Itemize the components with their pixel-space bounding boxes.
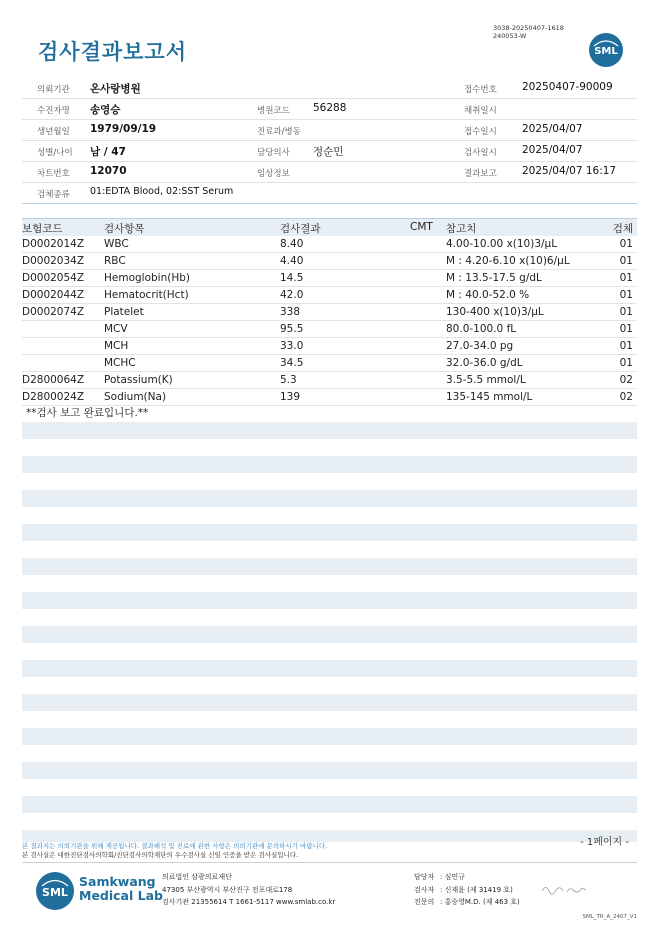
empty-stripe: [22, 830, 637, 842]
label-hospital-code: 병원코드: [257, 106, 290, 116]
table-row: [22, 304, 637, 321]
cell-result: 42.0: [280, 289, 304, 301]
cell-item: MCV: [104, 323, 128, 335]
value-physician: 정순민: [313, 146, 344, 158]
label-birth: 생년월일: [37, 127, 70, 137]
form-code: SML_TR_A_2407_V1: [582, 914, 637, 920]
cell-reference: 130-400 x(10)3/μL: [446, 306, 544, 318]
document-id-line2: 240053-W: [493, 31, 527, 40]
header-item: 검사항목: [104, 223, 145, 235]
empty-stripe: [22, 694, 637, 711]
cell-result: 5.3: [280, 374, 297, 386]
label-specimen-type: 검체종류: [37, 190, 70, 200]
cell-reference: M : 13.5-17.5 g/dL: [446, 272, 542, 284]
label-sex-age: 성별/나이: [37, 148, 73, 158]
cell-item: RBC: [104, 255, 126, 267]
footer-divider: [22, 862, 637, 863]
cell-specimen: 01: [619, 340, 633, 352]
cell-result: 4.40: [280, 255, 304, 267]
staff-row: 검사자 : 신재윤 (제 31419 호): [414, 884, 520, 897]
disclaimer-notes: [22, 842, 327, 860]
footer-logo-text: SML: [42, 886, 68, 899]
cell-reference: 32.0-36.0 g/dL: [446, 357, 523, 369]
label-subject: 수진자명: [37, 106, 70, 116]
cell-reference: M : 40.0-52.0 %: [446, 289, 530, 301]
cell-reference: M : 4.20-6.10 x(10)6/μL: [446, 255, 570, 267]
staff-role: 담당자: [414, 873, 435, 881]
cell-item: MCHC: [104, 357, 136, 369]
empty-stripe: [22, 592, 637, 609]
table-row: [22, 355, 637, 372]
header-specimen: 검체: [612, 223, 633, 235]
note-blue: 본 결과지는 의뢰기관을 위해 제공됩니다. 결과해석 및 진료에 관한 사항은 의뢰기관에 문의하시기 바랍니다.: [22, 842, 328, 850]
results-table: [22, 218, 637, 419]
sml-footer-logo-icon: [35, 871, 75, 911]
sml-logo-text: SML: [594, 46, 618, 57]
document-id: [493, 25, 564, 40]
cell-specimen: 01: [619, 289, 633, 301]
header-result: 검사결과: [280, 223, 321, 235]
cell-result: 95.5: [280, 323, 304, 335]
value-chart-no: 12070: [90, 165, 127, 177]
empty-stripe: [22, 626, 637, 643]
cell-code: D0002044Z: [22, 289, 85, 301]
cell-result: 14.5: [280, 272, 304, 284]
page-number: - 1페이지 -: [580, 837, 629, 848]
cell-result: 8.40: [280, 238, 304, 250]
value-receipt-no: 20250407-90009: [522, 81, 613, 93]
cell-item: Hematocrit(Hct): [104, 289, 189, 301]
note-black: 본 검사실은 대한진단검사의학회/진단검사의학재단의 우수검사실 신임 인증을 받은 검사실입니다.: [22, 851, 299, 859]
cell-reference: 3.5-5.5 mmol/L: [446, 374, 526, 386]
cell-code: D0002054Z: [22, 272, 85, 284]
table-row: [22, 338, 637, 355]
empty-stripe: [22, 762, 637, 779]
footer-staff: [414, 871, 520, 909]
footer-address-line: 47305 부산광역시 부산진구 전포대로178: [162, 885, 293, 894]
cell-reference: 27.0-34.0 pg: [446, 340, 514, 352]
staff-name: 신재윤 (제 31419 호): [444, 885, 513, 894]
value-requesting-org: 온사랑병원: [90, 83, 141, 95]
staff-row: 전문의 : 홍승영M.D. (제 463 호): [414, 896, 520, 909]
empty-stripe: [22, 796, 637, 813]
table-row: [22, 321, 637, 338]
results-body: [22, 236, 637, 406]
label-chart-no: 차트번호: [37, 169, 70, 179]
label-receipt-no: 접수번호: [464, 85, 497, 95]
table-row: [22, 372, 637, 389]
cell-specimen: 02: [619, 391, 633, 403]
label-clinical-info: 임상정보: [257, 169, 290, 179]
value-subject: 송영승: [90, 104, 121, 116]
empty-stripe: [22, 728, 637, 745]
empty-stripe: [22, 422, 637, 439]
cell-item: MCH: [104, 340, 129, 352]
cell-specimen: 01: [619, 357, 633, 369]
document-id-line1: 3038-20250407-1618: [493, 24, 564, 32]
cell-item: Platelet: [104, 306, 144, 318]
footer-brand: [79, 875, 163, 903]
patient-info: [22, 78, 637, 204]
cell-reference: 135-145 mmol/L: [446, 391, 533, 403]
cell-code: D0002014Z: [22, 238, 85, 250]
empty-stripe: [22, 558, 637, 575]
cell-specimen: 01: [619, 238, 633, 250]
staff-role: 검사자: [414, 885, 435, 894]
table-row: [22, 389, 637, 406]
cell-item: WBC: [104, 238, 129, 250]
label-collection-date: 채취일시: [464, 106, 497, 116]
cell-item: Potassium(K): [104, 374, 173, 386]
cell-specimen: 01: [619, 272, 633, 284]
empty-stripe: [22, 456, 637, 473]
brand-line1: Samkwang: [79, 874, 156, 889]
label-physician: 담당의사: [257, 148, 290, 158]
table-row: [22, 270, 637, 287]
value-receipt-date: 2025/04/07: [522, 123, 583, 135]
value-sex-age: 남 / 47: [90, 146, 126, 158]
label-receipt-date: 접수일시: [464, 127, 497, 137]
label-dept: 진료과/병동: [257, 127, 301, 137]
table-row: [22, 253, 637, 270]
cell-code: D2800064Z: [22, 374, 85, 386]
footer-org: 의료법인 삼광의료재단: [162, 873, 232, 881]
empty-stripe: [22, 490, 637, 507]
empty-rows-area: [22, 422, 637, 842]
report-title: 검사결과보고서: [38, 40, 188, 64]
info-row-6: [22, 183, 637, 204]
info-row-3: [22, 120, 637, 141]
value-report-date: 2025/04/07 16:17: [522, 165, 617, 177]
cell-result: 33.0: [280, 340, 304, 352]
cell-code: D0002034Z: [22, 255, 85, 267]
cell-result: 34.5: [280, 357, 304, 369]
label-requesting-org: 의뢰기관: [37, 85, 70, 95]
value-birth: 1979/09/19: [90, 123, 157, 135]
info-row-1: [22, 78, 637, 99]
header-code: 보험코드: [22, 223, 63, 235]
staff-name: 홍승영M.D. (제 463 호): [444, 898, 520, 906]
label-report-date: 결과보고: [464, 169, 497, 179]
completion-message: **검사 보고 완료입니다.**: [26, 407, 149, 419]
header-cmt: CMT: [410, 221, 433, 233]
cell-specimen: 01: [619, 306, 633, 318]
cell-result: 338: [280, 306, 301, 318]
cell-result: 139: [280, 391, 301, 403]
cell-code: D0002074Z: [22, 306, 85, 318]
value-specimen-type: 01:EDTA Blood, 02:SST Serum: [90, 186, 234, 197]
empty-stripe: [22, 660, 637, 677]
cell-specimen: 02: [619, 374, 633, 386]
info-row-2: [22, 99, 637, 120]
info-row-4: [22, 141, 637, 162]
value-hospital-code: 56288: [313, 102, 347, 114]
cell-specimen: 01: [619, 323, 633, 335]
staff-row: 담당자 : 심민규: [414, 871, 520, 884]
empty-stripe: [22, 524, 637, 541]
value-test-date: 2025/04/07: [522, 144, 583, 156]
info-row-5: [22, 162, 637, 183]
footer-address: [162, 871, 335, 909]
brand-line2: Medical Lab: [79, 888, 163, 903]
cell-code: D2800024Z: [22, 391, 85, 403]
signature-icon: [540, 882, 588, 896]
footer-contact: 검사기관 21355614 T 1661-5117 www.smlab.co.kr: [162, 898, 336, 906]
table-row: [22, 287, 637, 304]
results-header: [22, 218, 637, 236]
cell-reference: 4.00-10.00 x(10)3/μL: [446, 238, 558, 250]
cell-item: Sodium(Na): [104, 391, 167, 403]
staff-name: 심민규: [444, 873, 465, 881]
sml-logo-icon: [588, 32, 624, 68]
header-reference: 참고치: [446, 223, 477, 235]
cell-item: Hemoglobin(Hb): [104, 272, 191, 284]
cell-specimen: 01: [619, 255, 633, 267]
table-row: [22, 236, 637, 253]
label-test-date: 검사일시: [464, 148, 497, 158]
staff-role: 전문의: [414, 898, 435, 906]
cell-reference: 80.0-100.0 fL: [446, 323, 517, 335]
